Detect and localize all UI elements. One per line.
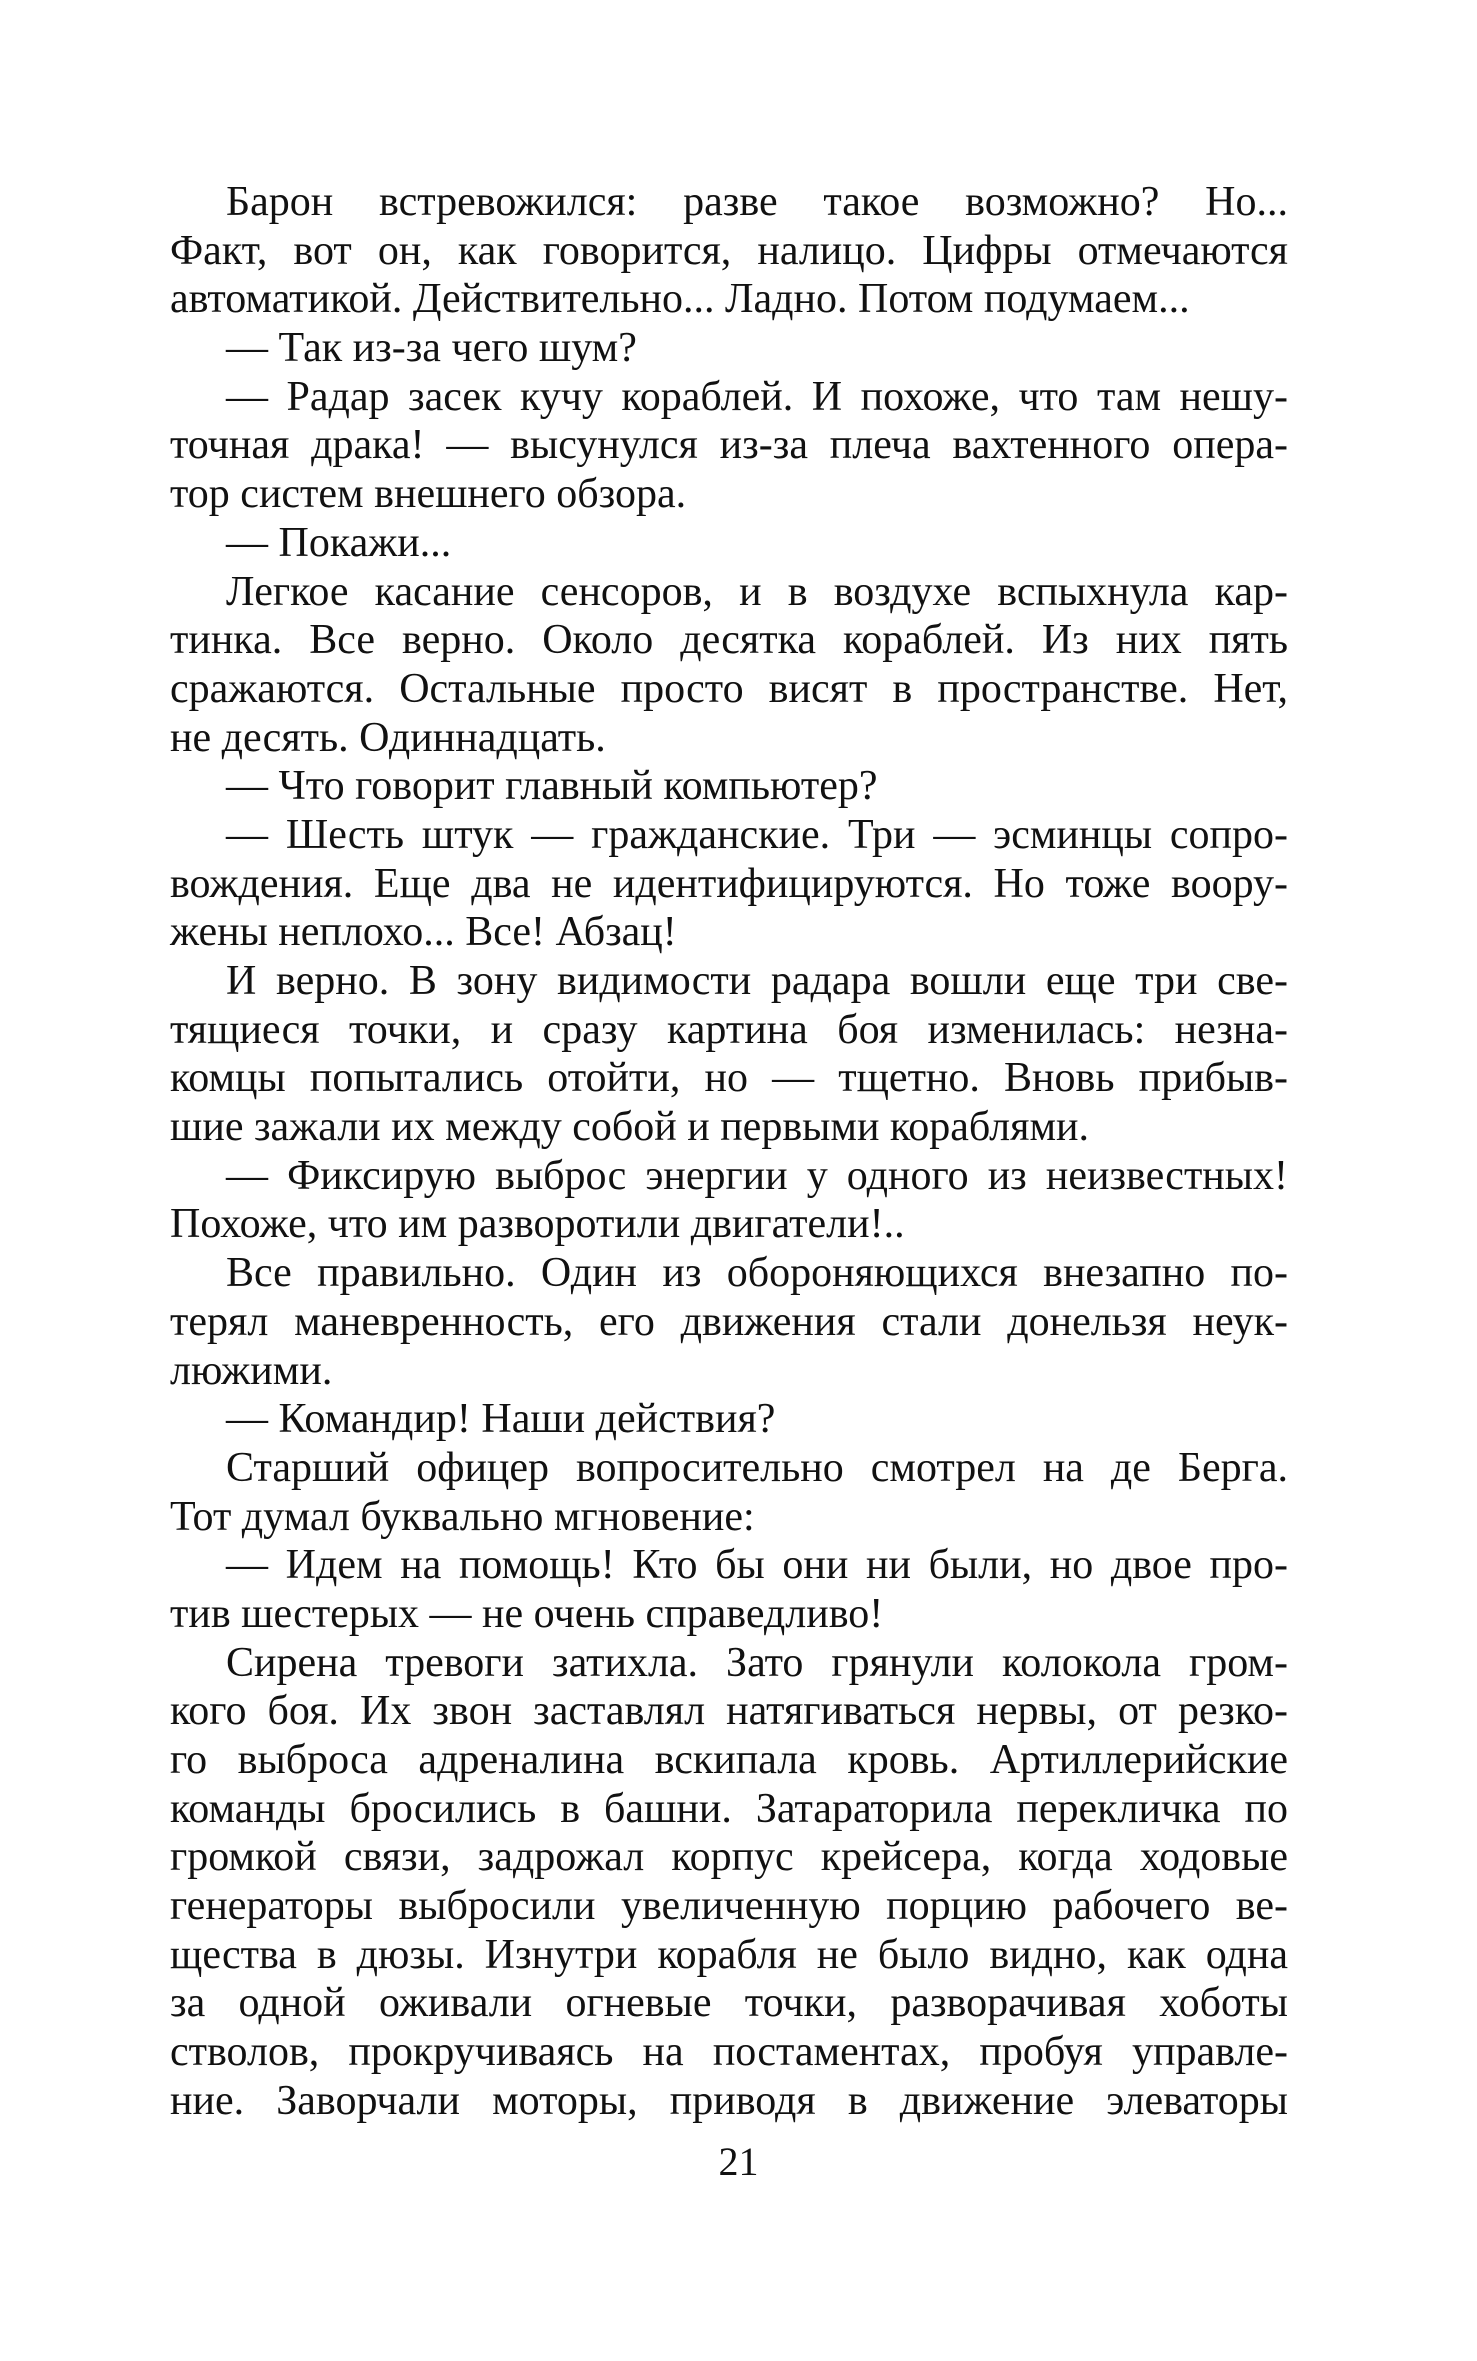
text-line: тор систем внешнего обзора. bbox=[170, 471, 687, 518]
text-line: команды бросились в башни. Затараторила перекличка по bbox=[170, 1785, 1288, 1832]
body-text bbox=[170, 178, 1288, 2126]
text-line: — Идем на помощь! Кто бы они ни были, но двое про- bbox=[226, 1542, 1288, 1589]
text-line: — Что говорит главный компьютер? bbox=[226, 763, 878, 810]
text-line: не десять. Одиннадцать. bbox=[170, 714, 606, 761]
text-line: жены неплохо... Все! Абзац! bbox=[170, 909, 677, 956]
text-line: громкой связи, задрожал корпус крейсера, когда ходовые bbox=[170, 1834, 1288, 1881]
text-line: Старший офицер вопросительно смотрел на де Берга. bbox=[226, 1444, 1288, 1491]
page-number: 21 bbox=[718, 2139, 759, 2184]
text-line: Тот думал буквально мгновение: bbox=[170, 1493, 755, 1540]
text-line: комцы попытались отойти, но — тщетно. Вновь прибыв- bbox=[170, 1055, 1288, 1102]
text-line: — Радар засек кучу кораблей. И похоже, что там нешу- bbox=[226, 373, 1288, 420]
text-line: шие зажали их между собой и первыми кораблями. bbox=[170, 1104, 1089, 1151]
text-line: автоматикой. Действительно... Ладно. Потом подумаем... bbox=[170, 276, 1190, 323]
text-line: — Покажи... bbox=[226, 519, 452, 566]
text-line: — Фиксирую выброс энергии у одного из неизвестных! bbox=[226, 1152, 1288, 1199]
text-line: люжими. bbox=[170, 1347, 333, 1394]
text-line: Сирена тревоги затихла. Зато грянули колокола гром- bbox=[226, 1639, 1288, 1686]
text-line: Барон встревожился: разве такое возможно? Но... bbox=[226, 179, 1288, 225]
text-line: кого боя. Их звон заставлял натягиваться нервы, от резко- bbox=[170, 1688, 1288, 1735]
text-line: тинка. Все верно. Около десятка кораблей. Из них пять bbox=[170, 617, 1288, 664]
text-line: генераторы выбросили увеличенную порцию рабочего ве- bbox=[170, 1883, 1288, 1930]
text-line: — Командир! Наши действия? bbox=[226, 1396, 776, 1443]
text-line: Легкое касание сенсоров, и в воздухе вспыхнула кар- bbox=[226, 568, 1288, 615]
text-line: точная драка! — высунулся из-за плеча вахтенного опера- bbox=[170, 422, 1288, 469]
text-line: Похоже, что им разворотили двигатели!.. bbox=[170, 1201, 905, 1248]
text-line: терял маневренность, его движения стали донельзя неук- bbox=[170, 1298, 1288, 1345]
text-line: стволов, прокручиваясь на постаментах, пробуя управле- bbox=[170, 2029, 1288, 2076]
text-line: Факт, вот он, как говорится, налицо. Цифры отмечаются bbox=[170, 227, 1288, 274]
text-line: го выброса адреналина вскипала кровь. Артиллерийские bbox=[170, 1737, 1288, 1783]
text-line: вождения. Еще два не идентифицируются. Но тоже воору- bbox=[170, 860, 1288, 907]
text-line: сражаются. Остальные просто висят в пространстве. Нет, bbox=[170, 665, 1288, 712]
text-line: — Так из-за чего шум? bbox=[226, 325, 637, 372]
text-line: Все правильно. Один из обороняющихся внезапно по- bbox=[226, 1250, 1288, 1297]
text-line: щества в дюзы. Изнутри корабля не было видно, как одна bbox=[170, 1931, 1288, 1978]
text-line: — Шесть штук — гражданские. Три — эсминцы сопро- bbox=[226, 811, 1288, 858]
text-line: тящиеся точки, и сразу картина боя изменилась: незна- bbox=[170, 1006, 1288, 1053]
text-line: И верно. В зону видимости радара вошли еще три све- bbox=[226, 958, 1288, 1004]
text-line: за одной оживали огневые точки, разворачивая хоботы bbox=[170, 1980, 1288, 2027]
text-line: ние. Заворчали моторы, приводя в движение элеваторы bbox=[170, 2077, 1288, 2124]
text-line: тив шестерых — не очень справедливо! bbox=[170, 1590, 884, 1637]
